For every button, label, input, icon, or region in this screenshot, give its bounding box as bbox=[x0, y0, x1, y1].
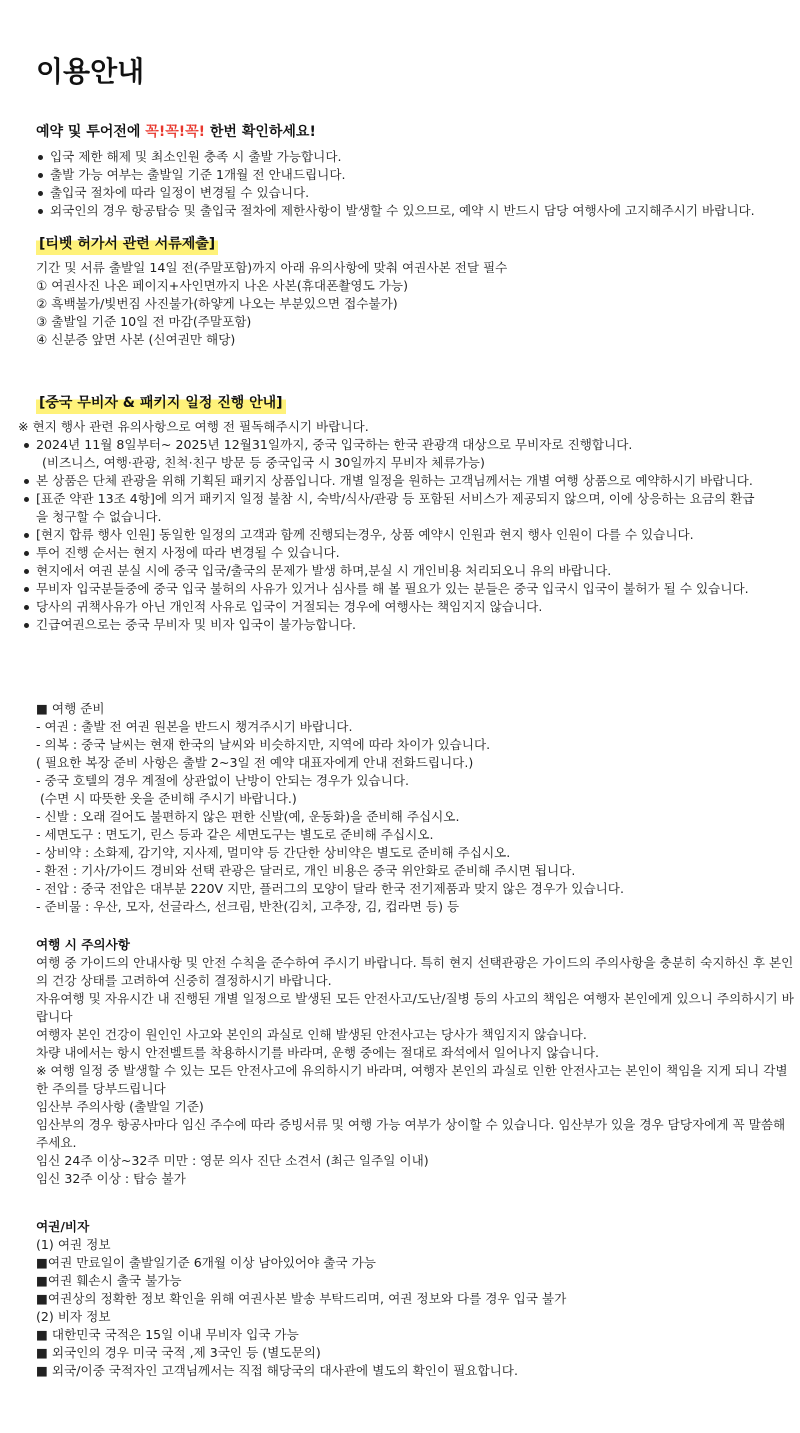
caution-paragraph: 임신 32주 이상 : 탑승 불가 bbox=[36, 1171, 186, 1186]
tibet-line: ④ 신분증 앞면 사본 (신여권만 해당) bbox=[36, 332, 236, 347]
tibet-section bbox=[36, 233, 800, 349]
prep-line: - 중국 호텔의 경우 계절에 상관없이 난방이 안되는 경우가 있습니다. bbox=[36, 773, 410, 788]
list-item: 외국인의 경우 항공탑승 및 출입국 절차에 제한사항이 발생할 수 있으므로, 예약 시 반드시 담당 여행사에 고지해주시기 바랍니다. bbox=[36, 202, 800, 220]
caution-paragraph: 임산부 주의사항 (출발일 기준) bbox=[36, 1099, 204, 1114]
list-item-continuation: (비즈니스, 여행·관광, 친척·친구 방문 등 중국입국 시 30일까지 무비자 체류가능) bbox=[42, 455, 485, 470]
intro-heading-post: 한번 확인하세요! bbox=[205, 124, 316, 140]
list-item: 긴급여권으로는 중국 무비자 및 비자 입국이 불가능합니다. bbox=[22, 616, 798, 634]
prep-line: - 세면도구 : 면도기, 린스 등과 같은 세면도구는 별도로 준비해 주십시오. bbox=[36, 827, 434, 842]
prep-section bbox=[36, 700, 800, 916]
list-item: 당사의 귀책사유가 아닌 개인적 사유로 입국이 거절되는 경우에 여행사는 책임지지 않습니다. bbox=[22, 598, 798, 616]
tibet-line: 기간 및 서류 출발일 14일 전(주말포함)까지 아래 유의사항에 맞춰 여권사본 전달 필수 bbox=[36, 260, 508, 275]
prep-line: - 의복 : 중국 날씨는 현재 한국의 날씨와 비슷하지만, 지역에 따라 차이가 있습니다. bbox=[36, 737, 491, 752]
list-item: 출입국 절차에 따라 일정이 변경될 수 있습니다. bbox=[36, 184, 800, 202]
caution-title: 여행 시 주의사항 bbox=[36, 937, 130, 952]
passport-line: ■여권상의 정확한 정보 확인을 위해 여권사본 발송 부탁드리며, 여권 정보와 다를 경우 입국 불가 bbox=[36, 1291, 567, 1306]
list-item bbox=[22, 436, 798, 472]
prep-title: ■ 여행 준비 bbox=[36, 701, 105, 716]
passport-line: ■여권 만료일이 출발일기준 6개월 이상 남아있어야 출국 가능 bbox=[36, 1255, 376, 1270]
prep-line: (수면 시 따뜻한 옷을 준비해 주시기 바랍니다.) bbox=[36, 791, 297, 806]
caution-paragraph: 여행 중 가이드의 안내사항 및 안전 수칙을 준수하여 주시기 바랍니다. 특히 현지 선택관광은 가이드의 주의사항을 충분히 숙지하신 후 본인의 건강 상태를 고려하여 신중히 결정하시기 바랍니다. bbox=[36, 955, 794, 988]
list-item-text: [표준 약관 13조 4항]에 의거 패키지 일정 불참 시, 숙박/식사/관광 등 포함된 서비스가 제공되지 않으며, 이에 상응하는 요금의 환급 bbox=[36, 491, 755, 506]
intro-section bbox=[36, 122, 800, 220]
passport-line: ■ 외국인의 경우 미국 국적 ,제 3국인 등 (별도문의) bbox=[36, 1345, 321, 1360]
passport-line: (1) 여권 정보 bbox=[36, 1237, 111, 1252]
prep-line: - 준비물 : 우산, 모자, 선글라스, 선크림, 반찬(김치, 고추장, 김, 컵라면 등) 등 bbox=[36, 899, 460, 914]
caution-paragraph: 여행자 본인 건강이 원인인 사고와 본인의 과실로 인해 발생된 안전사고는 당사가 책임지지 않습니다. bbox=[36, 1027, 587, 1042]
list-item: 투어 진행 순서는 현지 사정에 따라 변경될 수 있습니다. bbox=[22, 544, 798, 562]
list-item-text: 2024년 11월 8일부터~ 2025년 12월31일까지, 중국 입국하는 한국 관광객 대상으로 무비자로 진행합니다. bbox=[36, 437, 633, 452]
prep-line: - 환전 : 기사/가이드 경비와 선택 관광은 달러로, 개인 비용은 중국 위안화로 준비해 주시면 됩니다. bbox=[36, 863, 576, 878]
caution-paragraph: 임신 24주 이상~32주 미만 : 영문 의사 진단 소견서 (최근 일주일 이내) bbox=[36, 1153, 429, 1168]
caution-section bbox=[36, 936, 796, 1188]
prep-line: - 신발 : 오래 걸어도 불편하지 않은 편한 신발(예, 운동화)을 준비해 주십시오. bbox=[36, 809, 460, 824]
china-title: [중국 무비자 & 패키지 일정 진행 안내] bbox=[36, 392, 286, 414]
prep-line: ( 필요한 복장 준비 사항은 출발 2~3일 전 예약 대표자에게 안내 전화드립니다.) bbox=[36, 755, 474, 770]
caution-paragraph: ※ 여행 일정 중 발생할 수 있는 모든 안전사고에 유의하시기 바라며, 여행자 본인의 과실로 인한 안전사고는 본인이 책임을 지게 되니 각별한 주의를 당부드립니다 bbox=[36, 1063, 788, 1096]
passport-line: (2) 비자 정보 bbox=[36, 1309, 111, 1324]
tibet-line: ① 여권사진 나온 페이지+사인면까지 나온 사본(휴대폰촬영도 가능) bbox=[36, 278, 408, 293]
prep-line: - 전압 : 중국 전압은 대부분 220V 지만, 플러그의 모양이 달라 한국 전기제품과 맞지 않은 경우가 있습니다. bbox=[36, 881, 624, 896]
list-item: 출발 가능 여부는 출발일 기준 1개월 전 안내드립니다. bbox=[36, 166, 800, 184]
caution-paragraph: 임산부의 경우 항공사마다 임신 주수에 따라 증빙서류 및 여행 가능 여부가 상이할 수 있습니다. 임산부가 있을 경우 담당자에게 꼭 말씀해주세요. bbox=[36, 1117, 786, 1150]
intro-heading bbox=[36, 122, 800, 142]
list-item bbox=[22, 490, 798, 526]
prep-line: - 여권 : 출발 전 여권 원본을 반드시 챙겨주시기 바랍니다. bbox=[36, 719, 353, 734]
passport-line: ■여권 훼손시 출국 불가능 bbox=[36, 1273, 182, 1288]
list-item: [현지 합류 행사 인원] 동일한 일정의 고객과 함께 진행되는경우, 상품 예약시 인원과 현지 행사 인원이 다를 수 있습니다. bbox=[22, 526, 798, 544]
passport-title: 여권/비자 bbox=[36, 1219, 90, 1234]
list-item-continuation: 을 청구할 수 없습니다. bbox=[36, 509, 162, 524]
passport-section bbox=[36, 1218, 800, 1380]
china-section bbox=[36, 392, 800, 414]
intro-list bbox=[36, 148, 800, 220]
tibet-title: [티벳 허가서 관련 서류제출] bbox=[36, 233, 218, 255]
list-item: 본 상품은 단체 관광을 위해 기획된 패키지 상품입니다. 개별 일정을 원하는 고객님께서는 개별 여행 상품으로 예약하시기 바랍니다. bbox=[22, 472, 798, 490]
passport-line: ■ 대한민국 국적은 15일 이내 무비자 입국 가능 bbox=[36, 1327, 299, 1342]
list-item: 무비자 입국분들중에 중국 입국 불허의 사유가 있거나 심사를 해 볼 필요가 있는 분들은 중국 입국시 입국이 불허가 될 수 있습니다. bbox=[22, 580, 798, 598]
intro-heading-pre: 예약 및 투어전에 bbox=[36, 124, 146, 140]
caution-paragraph: 차량 내에서는 항시 안전벨트를 착용하시기를 바라며, 운행 중에는 절대로 좌석에서 일어나지 않습니다. bbox=[36, 1045, 599, 1060]
prep-line: - 상비약 : 소화제, 감기약, 지사제, 멀미약 등 간단한 상비약은 별도로 준비해 주십시오. bbox=[36, 845, 511, 860]
tibet-line: ③ 출발일 기준 10일 전 마감(주말포함) bbox=[36, 314, 252, 329]
page-title: 이용안내 bbox=[36, 55, 145, 88]
list-item: 현지에서 여권 분실 시에 중국 입국/출국의 문제가 발생 하며,분실 시 개인비용 처리되오니 유의 바랍니다. bbox=[22, 562, 798, 580]
list-item: 입국 제한 해제 및 최소인원 충족 시 출발 가능합니다. bbox=[36, 148, 800, 166]
china-list bbox=[22, 436, 798, 634]
china-notice: ※ 현지 행사 관련 유의사항으로 여행 전 필독해주시기 바랍니다. bbox=[18, 419, 369, 434]
tibet-line: ② 흑백불가/빛번짐 사진불가(하얗게 나오는 부분있으면 접수불가) bbox=[36, 296, 398, 311]
passport-line: ■ 외국/이중 국적자인 고객님께서는 직접 해당국의 대사관에 별도의 확인이 필요합니다. bbox=[36, 1363, 518, 1378]
caution-paragraph: 자유여행 및 자유시간 내 진행된 개별 일정으로 발생된 모든 안전사고/도난/질병 등의 사고의 책임은 여행자 본인에게 있으니 주의하시기 바랍니다 bbox=[36, 991, 794, 1024]
intro-heading-emphasis: 꼭!꼭!꼭! bbox=[145, 124, 206, 140]
